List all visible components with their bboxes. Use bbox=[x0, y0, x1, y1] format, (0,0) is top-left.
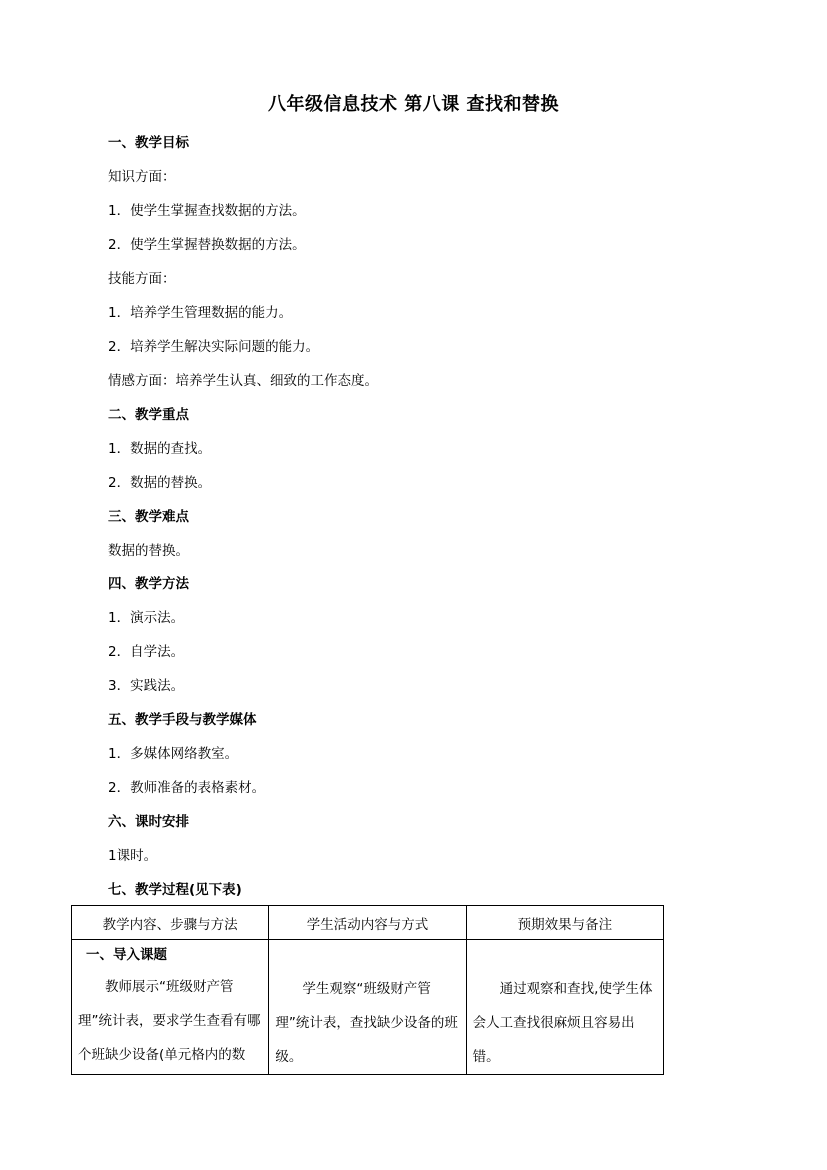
table-header-cell: 学生活动内容与方式 bbox=[269, 906, 466, 940]
text-line: 1．使学生掌握查找数据的方法。 bbox=[108, 203, 306, 219]
table-header-cell: 预期效果与备注 bbox=[466, 906, 663, 940]
table-cell-student bbox=[269, 940, 466, 1075]
text-line: 2．数据的替换。 bbox=[108, 475, 212, 491]
section-heading-schedule: 六、课时安排 bbox=[108, 814, 189, 830]
table-header-cell: 教学内容、步骤与方法 bbox=[72, 906, 269, 940]
table-cell-teacher bbox=[72, 940, 269, 1075]
text-line: 情感方面：培养学生认真、细致的工作态度。 bbox=[108, 373, 378, 389]
text-line: 1课时。 bbox=[108, 848, 158, 864]
lesson-process-table bbox=[71, 905, 664, 1075]
text-line: 技能方面： bbox=[108, 271, 176, 287]
text-line: 1．多媒体网络教室。 bbox=[108, 746, 239, 762]
text-line: 2．自学法。 bbox=[108, 644, 185, 660]
text-line: 2．使学生掌握替换数据的方法。 bbox=[108, 237, 306, 253]
cell-text: 通过观察和查找,使学生体会人工查找很麻烦且容易出错。 bbox=[472, 981, 653, 1065]
page-title: 八年级信息技术 第八课 查找和替换 bbox=[267, 94, 560, 115]
section-heading-objectives: 一、教学目标 bbox=[108, 135, 189, 151]
text-line: 数据的替换。 bbox=[108, 543, 189, 559]
cell-text: 学生观察“班级财产管理”统计表，查找缺少设备的班级。 bbox=[275, 981, 458, 1065]
text-line: 1．演示法。 bbox=[108, 610, 185, 626]
section-heading-methods: 四、教学方法 bbox=[108, 576, 189, 592]
section-heading-key-points: 二、教学重点 bbox=[108, 407, 189, 423]
section-heading-media: 五、教学手段与教学媒体 bbox=[108, 712, 257, 728]
text-line: 2．培养学生解决实际问题的能力。 bbox=[108, 339, 320, 355]
text-line: 2．教师准备的表格素材。 bbox=[108, 780, 266, 796]
cell-text: 教师展示“班级财产管理”统计表，要求学生查看有哪个班缺少设备(单元格内的数 bbox=[78, 979, 261, 1063]
text-line: 1．数据的查找。 bbox=[108, 441, 212, 457]
table-cell-effect bbox=[466, 940, 663, 1075]
text-line: 3．实践法。 bbox=[108, 678, 185, 694]
section-heading-process: 七、教学过程(见下表) bbox=[108, 882, 242, 898]
table-header-row bbox=[72, 906, 664, 940]
section-heading-difficulties: 三、教学难点 bbox=[108, 509, 189, 525]
text-line: 知识方面： bbox=[108, 169, 176, 185]
text-line: 1．培养学生管理数据的能力。 bbox=[108, 305, 293, 321]
table-row bbox=[72, 940, 664, 1075]
cell-section-title: 一、导入课题 bbox=[86, 947, 167, 963]
